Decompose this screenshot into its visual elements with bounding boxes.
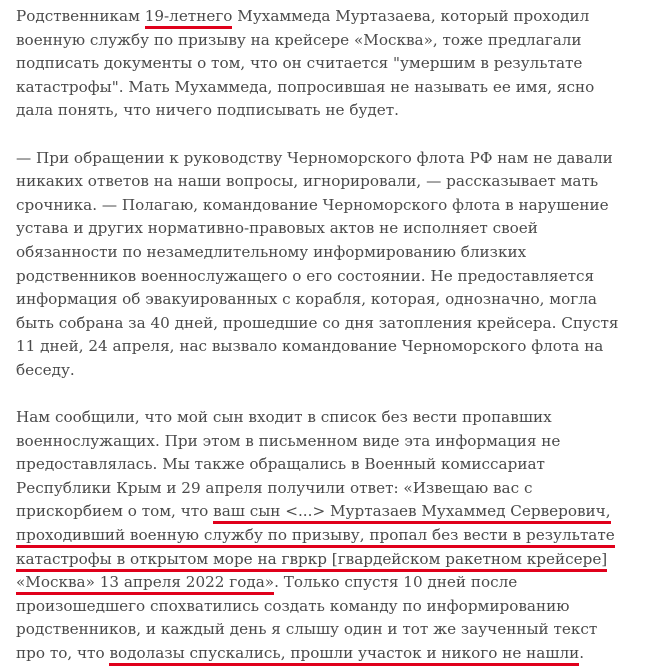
text-line <box>16 288 648 312</box>
text-segment: родственников, и каждый день я слышу один и тот же заученный текст <box>16 620 598 639</box>
text-segment: предоставлялась. Мы также обращались в Военный комиссариат <box>16 455 545 474</box>
highlighted-text: «Москва» 13 апреля 2022 года» <box>16 573 274 595</box>
text-segment: срочника. — Полагаю, командование Черноморского флота в нарушение <box>16 195 609 214</box>
text-segment: подписать документы о том, что он считается "умершим в результате <box>16 54 583 73</box>
text-segment: прискорбием о том, что <box>16 502 214 521</box>
text-segment: Республики Крым и 29 апреля получили ответ: «Извещаю вас с <box>16 478 533 497</box>
text-line <box>16 312 648 336</box>
text-segment: обязанности по незамедлительному информированию близких <box>16 242 527 261</box>
text-line <box>16 29 648 53</box>
highlighted-text: катастрофы в открытом море на гвркр [гвардейском ракетном крейсере] <box>16 550 607 572</box>
text-segment: произошедшего спохватились создать команду по информированию <box>16 596 570 615</box>
text-segment: про то, что <box>16 644 110 663</box>
text-line <box>16 524 648 548</box>
text-line <box>16 595 648 619</box>
text-segment: катастрофы". Мать Мухаммеда, попросившая не называть ее имя, ясно <box>16 77 595 96</box>
paragraph-3 <box>16 401 648 661</box>
text-line <box>16 430 648 454</box>
text-line <box>16 453 648 477</box>
article-body <box>16 0 648 661</box>
text-line <box>16 406 648 430</box>
text-line <box>16 99 648 123</box>
text-line <box>16 500 648 524</box>
text-segment: устава и других нормативно-правовых актов не исполняет своей <box>16 219 538 238</box>
paragraph-1 <box>16 0 648 118</box>
text-line <box>16 241 648 265</box>
text-line <box>16 548 648 572</box>
text-segment: никаких ответов на наши вопросы, игнорировали, — рассказывает мать <box>16 172 599 191</box>
text-line <box>16 265 648 289</box>
text-line <box>16 477 648 501</box>
text-line <box>16 642 648 666</box>
text-line <box>16 618 648 642</box>
text-segment: родственников военнослужащего о его состоянии. Не предоставляется <box>16 266 595 285</box>
text-segment: быть собрана за 40 дней, прошедшие со дня затопления крейсера. Спустя <box>16 313 619 332</box>
text-segment: Родственникам <box>16 7 145 25</box>
text-segment: военную службу по призыву на крейсере «Москва», тоже предлагали <box>16 30 582 49</box>
text-line <box>16 194 648 218</box>
text-line <box>16 217 648 241</box>
highlighted-text: 19-летнего <box>145 7 233 29</box>
text-segment: военнослужащих. При этом в письменном виде эта информация не <box>16 431 561 450</box>
text-line <box>16 359 648 383</box>
text-line <box>16 571 648 595</box>
text-segment: беседу. <box>16 360 75 379</box>
text-segment: — При обращении к руководству Черноморского флота РФ нам не давали <box>16 148 613 167</box>
text-segment: . <box>579 644 585 663</box>
text-segment: дала понять, что ничего подписывать не будет. <box>16 101 399 120</box>
text-segment: Нам сообщили, что мой сын входит в список без вести пропавших <box>16 408 552 427</box>
text-segment: 11 дней, 24 апреля, нас вызвало командование Черноморского флота на <box>16 337 604 356</box>
text-segment: . Только спустя 10 дней после <box>274 573 518 592</box>
text-segment: Мухаммеда Муртазаева, который проходил <box>232 7 590 25</box>
highlighted-text: проходивший военную службу по призыву, пропал без вести в результате <box>16 526 615 548</box>
paragraph-2 <box>16 142 648 378</box>
text-line <box>16 147 648 171</box>
text-segment: информация об эвакуированных с корабля, которая, однозначно, могла <box>16 290 597 309</box>
text-line <box>16 170 648 194</box>
text-line <box>16 76 648 100</box>
text-line <box>16 5 648 29</box>
text-line <box>16 335 648 359</box>
highlighted-text: водолазы спускались, прошли участок и никого не нашли <box>109 644 579 666</box>
highlighted-text: ваш сын <...> Муртазаев Мухаммед Серверович, <box>213 502 610 524</box>
text-line <box>16 52 648 76</box>
